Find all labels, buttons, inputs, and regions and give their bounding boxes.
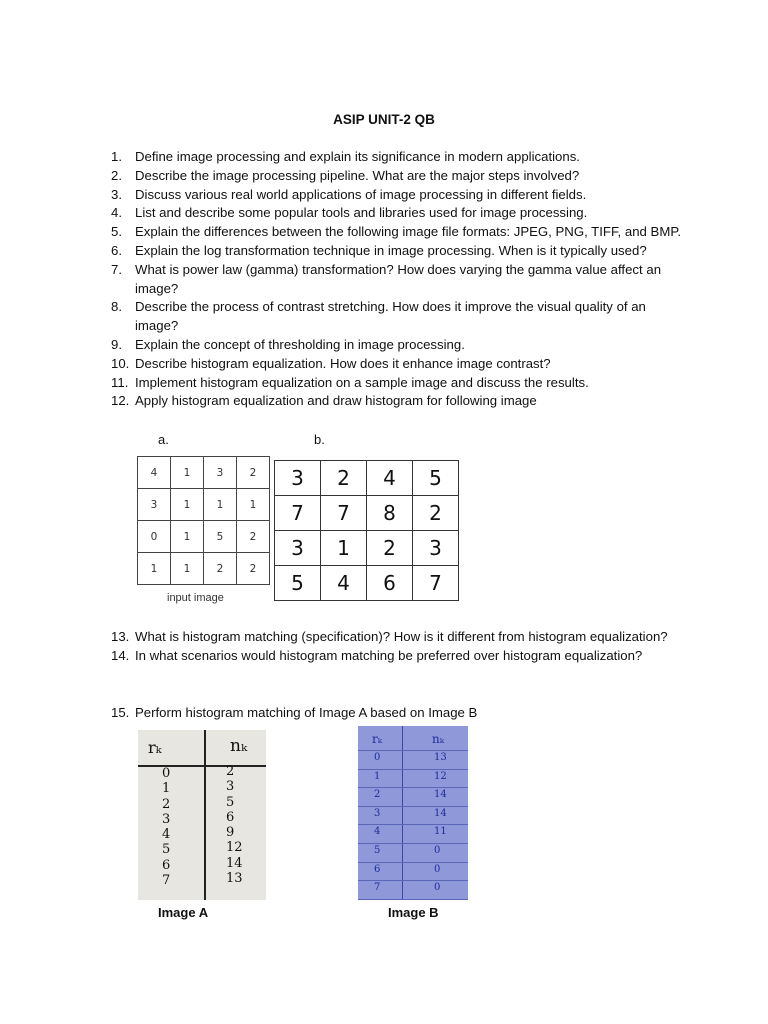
- question-text: Explain the differences between the following image file formats: JPEG, PNG, TIFF, and BMP.: [135, 224, 682, 240]
- input-image-table-a: [137, 456, 270, 585]
- image-b-n-value: 0: [434, 845, 441, 856]
- question-number: 12.: [111, 393, 130, 409]
- question-text: Apply histogram equalization and draw histogram for following image: [135, 393, 537, 409]
- table-cell: 7: [413, 566, 459, 601]
- image-a-r-value: 2: [162, 796, 171, 812]
- question-text: Explain the log transformation technique in image processing. When is it typically used?: [135, 242, 647, 258]
- question-number: 14.: [111, 647, 130, 663]
- image-b-row: [358, 880, 468, 900]
- question-text: Describe the image processing pipeline. What are the major steps involved?: [135, 167, 580, 183]
- table-row: [275, 461, 459, 496]
- image-a-caption: Image A: [158, 905, 209, 920]
- image-b-header-n: nₖ: [432, 732, 445, 746]
- question-number: 6.: [111, 242, 122, 258]
- question-text: Implement histogram equalization on a sample image and discuss the results.: [135, 374, 589, 390]
- image-a-n-value: 13: [226, 871, 243, 887]
- table-cell: 1: [321, 531, 367, 566]
- image-b-row: [358, 750, 468, 770]
- question-number: 9.: [111, 336, 122, 352]
- table-cell: 4: [138, 457, 171, 489]
- question-item: [111, 223, 691, 242]
- image-a-r-value: 6: [162, 857, 171, 873]
- sub-label-a: a.: [158, 432, 169, 447]
- question-text: Define image processing and explain its significance in modern applications.: [135, 149, 580, 164]
- table-cell: 2: [413, 496, 459, 531]
- image-a-r-value: 4: [162, 827, 171, 843]
- question-text: Perform histogram matching of Image A based on Image B: [135, 705, 478, 720]
- image-b-n-value: 13: [434, 752, 447, 763]
- image-b-header-line: [358, 726, 468, 751]
- question-number: 8.: [111, 299, 122, 315]
- image-b-r-value: 0: [374, 752, 381, 763]
- image-b-header-r: rₖ: [372, 732, 383, 746]
- table-row: [138, 457, 270, 489]
- table-row: [275, 531, 459, 566]
- table-cell: 1: [171, 521, 204, 553]
- table-cell: 3: [275, 531, 321, 566]
- table-cell: 1: [138, 553, 171, 585]
- image-b-r-value: 6: [374, 863, 381, 875]
- table-cell: 1: [204, 489, 237, 521]
- table-cell: 1: [171, 553, 204, 585]
- image-b-row: [358, 843, 468, 863]
- table-cell: 4: [367, 461, 413, 496]
- image-a-r-column: [162, 766, 170, 888]
- image-b-row: [358, 862, 468, 882]
- image-a-r-value: 7: [162, 873, 171, 889]
- input-image-table-b: [274, 460, 459, 601]
- table-cell: 4: [321, 566, 367, 601]
- question-text: In what scenarios would histogram matching be preferred over histogram equalization?: [135, 647, 643, 663]
- table-cell: 2: [237, 553, 270, 585]
- question-text: Describe the process of contrast stretching. How does it improve the visual quality of an image?: [135, 299, 646, 334]
- image-b-n-value: 14: [434, 789, 447, 801]
- image-b-n-value: 12: [434, 770, 447, 782]
- image-b-row: [358, 787, 468, 807]
- question-text: Explain the concept of thresholding in image processing.: [135, 336, 465, 352]
- input-image-caption: input image: [167, 592, 224, 604]
- image-b-r-value: 3: [374, 807, 381, 819]
- question-number: 15.: [111, 705, 130, 720]
- question-item: [111, 204, 691, 223]
- image-a-r-value: 5: [162, 842, 171, 858]
- table-cell: 1: [171, 489, 204, 521]
- question-item: [111, 392, 691, 411]
- image-b-n-value: 14: [434, 807, 447, 819]
- table-cell: 8: [367, 496, 413, 531]
- table-cell: 5: [204, 521, 237, 553]
- table-row: [138, 521, 270, 553]
- image-b-row: [358, 769, 468, 789]
- image-a-n-value: 3: [226, 779, 235, 795]
- table-cell: 3: [138, 489, 171, 521]
- image-a-n-value: 5: [226, 794, 235, 810]
- image-a-r-value: 0: [162, 766, 171, 781]
- image-a-header-n: nₖ: [230, 736, 248, 756]
- table-cell: 3: [275, 461, 321, 496]
- table-cell: 5: [275, 566, 321, 601]
- question-item: [111, 647, 691, 666]
- table-cell: 7: [275, 496, 321, 531]
- question-number: 13.: [111, 629, 130, 644]
- question-number: 3.: [111, 186, 122, 202]
- table-row: [138, 553, 270, 585]
- table-row: [275, 566, 459, 601]
- image-b-r-value: 5: [374, 845, 381, 856]
- table-row: [138, 489, 270, 521]
- question-number: 10.: [111, 355, 130, 371]
- question-text: What is power law (gamma) transformation? How does varying the gamma value affect an image?: [135, 261, 662, 296]
- image-b-r-value: 7: [374, 882, 381, 894]
- table-cell: 2: [237, 521, 270, 553]
- image-a-header-r: rₖ: [148, 738, 162, 757]
- image-b-n-value: 0: [434, 863, 441, 875]
- question-number: 2.: [111, 167, 122, 183]
- image-b-caption: Image B: [388, 905, 439, 920]
- question-number: 11.: [111, 374, 129, 390]
- table-cell: 2: [367, 531, 413, 566]
- table-cell: 2: [321, 461, 367, 496]
- image-a-n-value: 6: [226, 809, 235, 825]
- question-number: 1.: [111, 149, 122, 164]
- image-b-r-value: 2: [374, 789, 381, 801]
- table-cell: 5: [413, 461, 459, 496]
- image-a-r-value: 1: [162, 781, 171, 797]
- image-b-n-value: 0: [434, 882, 441, 894]
- page-title: ASIP UNIT-2 QB: [333, 112, 435, 127]
- image-a-r-value: 3: [162, 811, 171, 827]
- image-a-n-value: 12: [226, 840, 243, 856]
- question-number: 5.: [111, 224, 122, 240]
- image-b-r-value: 1: [374, 770, 381, 782]
- question-item: [111, 355, 691, 374]
- image-a-n-value: 2: [226, 764, 235, 779]
- question-text: List and describe some popular tools and libraries used for image processing.: [135, 205, 588, 221]
- image-a-n-value: 9: [226, 825, 235, 841]
- question-item: [111, 242, 691, 261]
- question-text: What is histogram matching (specification)? How is it different from histogram equalization?: [135, 629, 668, 644]
- question-item: [111, 628, 691, 647]
- sub-label-b: b.: [314, 432, 325, 447]
- table-cell: 7: [321, 496, 367, 531]
- image-b-r-value: 4: [374, 826, 381, 838]
- question-item: [111, 261, 691, 299]
- question-item: [111, 148, 691, 167]
- question-number: 4.: [111, 205, 122, 221]
- table-row: [275, 496, 459, 531]
- question-text: Discuss various real world applications of image processing in different fields.: [135, 186, 587, 202]
- image-b-n-value: 11: [434, 826, 447, 838]
- table-cell: 2: [204, 553, 237, 585]
- question-list-part2: [111, 628, 691, 666]
- table-cell: 3: [413, 531, 459, 566]
- table-cell: 6: [367, 566, 413, 601]
- image-a-n-column: [226, 764, 243, 886]
- image-a-photo: [138, 730, 266, 900]
- question-15: [111, 704, 691, 723]
- question-text: Describe histogram equalization. How does it enhance image contrast?: [135, 355, 551, 371]
- question-list-part1: [111, 148, 691, 411]
- table-cell: 2: [237, 457, 270, 489]
- image-b-row: [358, 806, 468, 826]
- question-item: [111, 704, 691, 723]
- question-item: [111, 167, 691, 186]
- image-b-photo: [358, 726, 468, 900]
- question-number: 7.: [111, 261, 122, 277]
- table-cell: 1: [237, 489, 270, 521]
- table-cell: 0: [138, 521, 171, 553]
- image-b-row: [358, 824, 468, 844]
- question-item: [111, 336, 691, 355]
- question-item: [111, 186, 691, 205]
- table-cell: 1: [171, 457, 204, 489]
- table-cell: 3: [204, 457, 237, 489]
- image-a-n-value: 14: [226, 855, 243, 871]
- question-item: [111, 374, 691, 393]
- question-item: [111, 298, 691, 336]
